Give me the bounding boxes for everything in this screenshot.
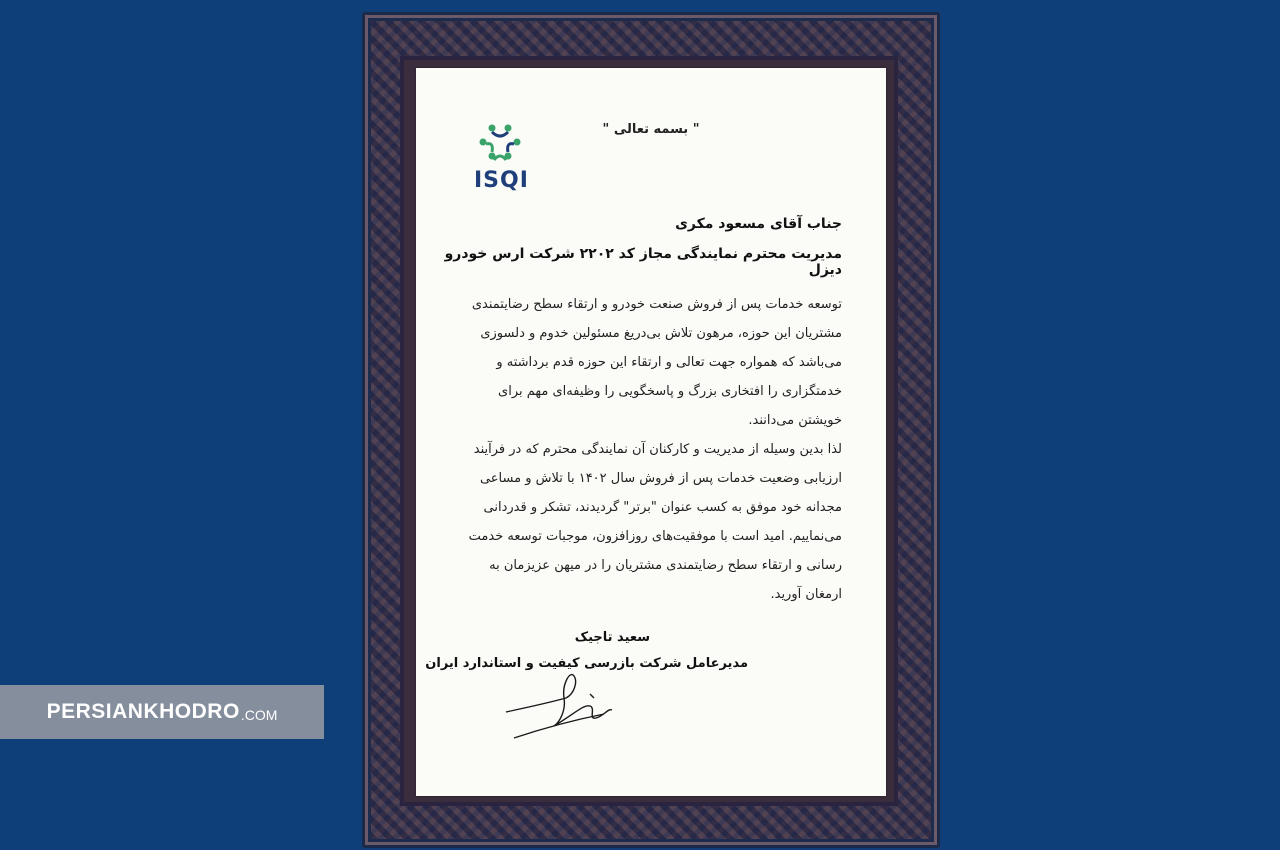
site-watermark (0, 685, 324, 739)
isqi-logo-icon (474, 122, 526, 168)
letter-heading: " بسمه تعالی " (602, 122, 700, 137)
addressee-name: جناب آقای مسعود مکری (675, 216, 842, 232)
isqi-logo (474, 122, 529, 193)
body-paragraph-2: لذا بدین وسیله از مدیریت و کارکنان آن نمایندگی محترم که در فرآیند ارزیابی وضعیت خدمات پس از فروش سال ۱۴۰۲ با تلاش و مساعی مجدانه خود موفق به کسب عنوان "برتر" گردیدند، تشکر و قدردانی می‌نماییم. امید است با موفقیت‌های روزافزون، موجبات توسعه خدمت رسانی و ارتقاء سطح رضایتمندی مشتریان را در میهن عزیزمان به ارمغان آورید. (468, 442, 842, 602)
addressee-title: مدیریت محترم نمایندگی مجاز کد ۲۲۰۲ شرکت ارس خودرو دیزل (444, 246, 842, 278)
logo-text: ISQI (474, 168, 529, 193)
watermark-domain: .COM (240, 707, 278, 723)
signer-name: سعید تاجیک (574, 630, 650, 645)
body-paragraph-1: توسعه خدمات پس از فروش صنعت خودرو و ارتقاء سطح رضایتمندی مشتریان این حوزه، مرهون تلاش بی‌دریغ مسئولین خدوم و دلسوزی می‌باشد که همواره جهت تعالی و ارتقاء این حوزه قدم برداشته و خدمتگزاری را افتخاری بزرگ و پاسخگویی را وظیفه‌ای مهم برای خویشتن می‌دانند. (471, 297, 842, 428)
signer-title: مدیرعامل شرکت بازرسی کیفیت و استاندارد ایران (425, 656, 748, 671)
watermark-main: PERSIANKHODRO (46, 700, 240, 723)
certificate-paper (416, 68, 886, 796)
letter-body (454, 290, 842, 609)
handwritten-signature (504, 664, 624, 748)
